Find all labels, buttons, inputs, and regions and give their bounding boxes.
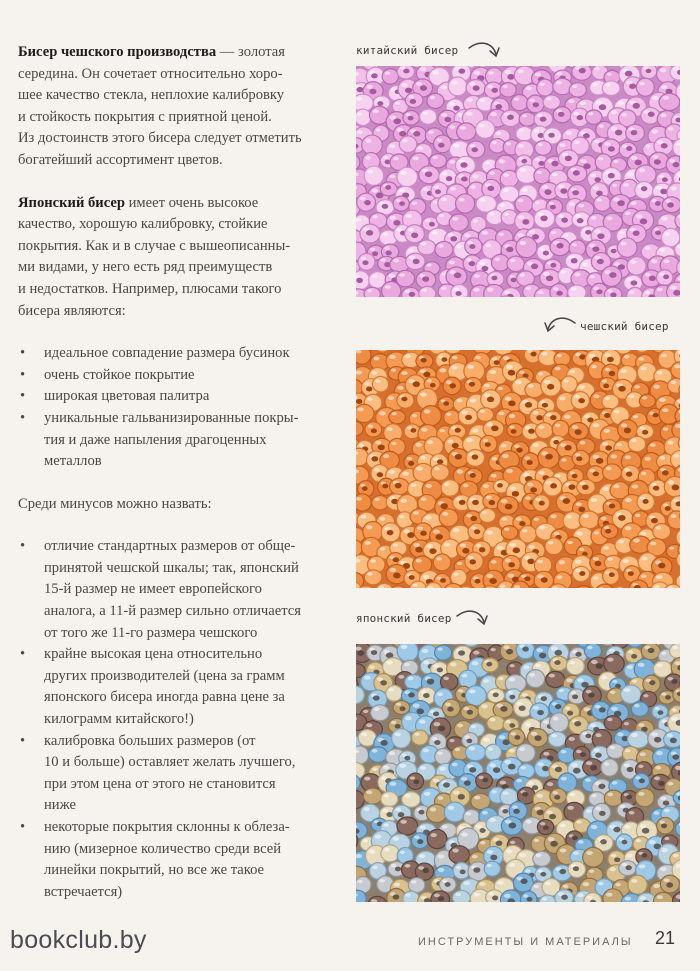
list-item: • очень стойкое покрытие [18, 365, 336, 387]
lead-czech: Бисер чешского производства [18, 44, 217, 60]
arrow-down-right-icon [466, 38, 506, 68]
page-number: 21 [655, 928, 676, 948]
cons-list [18, 536, 336, 903]
cons-intro: Среди минусов можно назвать: [18, 495, 212, 512]
czech-beads-image [356, 350, 680, 588]
list-item: • идеальное совпадение размера бусинок [18, 343, 336, 365]
watermark-brand: bookclub.by [10, 926, 147, 954]
list-item: • крайне высокая цена относительно других производителей (цена за грамм японского бисера иногда равна цене за килограмм китайского!) [18, 644, 336, 730]
list-item: • уникальные гальванизированные покры- тия и даже напыления драгоценных металлов [18, 408, 336, 473]
list-item: • калибровка больших размеров (от 10 и больше) оставляет желать лучшего, при этом цена от этого не становится ниже [18, 731, 336, 817]
caption-czech-beads: чешский бисер [580, 320, 669, 333]
body-text [18, 42, 336, 903]
section-title: ИНСТРУМЕНТЫ И МАТЕРИАЛЫ [418, 936, 633, 948]
caption-chinese-beads: китайский бисер [356, 44, 459, 57]
pros-list [18, 343, 336, 473]
list-item: • широкая цветовая палитра [18, 386, 336, 408]
czech-beads-photo [356, 350, 680, 588]
caption-japanese-beads: японский бисер [356, 612, 452, 625]
arrow-down-right-icon [454, 606, 494, 636]
paragraph-japanese: Японский бисер имеет очень высокое качество, хорошую калибровку, стойкие покрытия. Как и в случае с вышеописанны- ми видами, у него есть ряд преимуществ и недостатков. Например, плюсами такого бисера являются: [18, 194, 291, 319]
chinese-beads-image [356, 66, 680, 297]
japanese-beads-image [356, 644, 680, 902]
chinese-beads-photo [356, 66, 680, 297]
paragraph-czech: Бисер чешского производства — золотая середина. Он сочетает относительно хоро- шее качество стекла, неплохие калибровку и стойкость покрытия с приятной ценой. Из достоинств этого бисера следует отметить богатейший ассортимент цветов. [18, 44, 302, 168]
lead-japanese: Японский бисер [18, 194, 125, 211]
list-item: • отличие стандартных размеров от обще- принятой чешской шкалы; так, японский 15-й размер не имеет европейского аналога, а 11-й размер сильно отличается от того же 11-го размера чешского [18, 536, 336, 644]
japanese-beads-photo [356, 644, 680, 902]
arrow-down-left-icon [538, 313, 578, 343]
list-item: • некоторые покрытия склонны к облеза- нию (мизерное количество среди всей линейки покрытий, но все же такое встречается) [18, 817, 336, 903]
